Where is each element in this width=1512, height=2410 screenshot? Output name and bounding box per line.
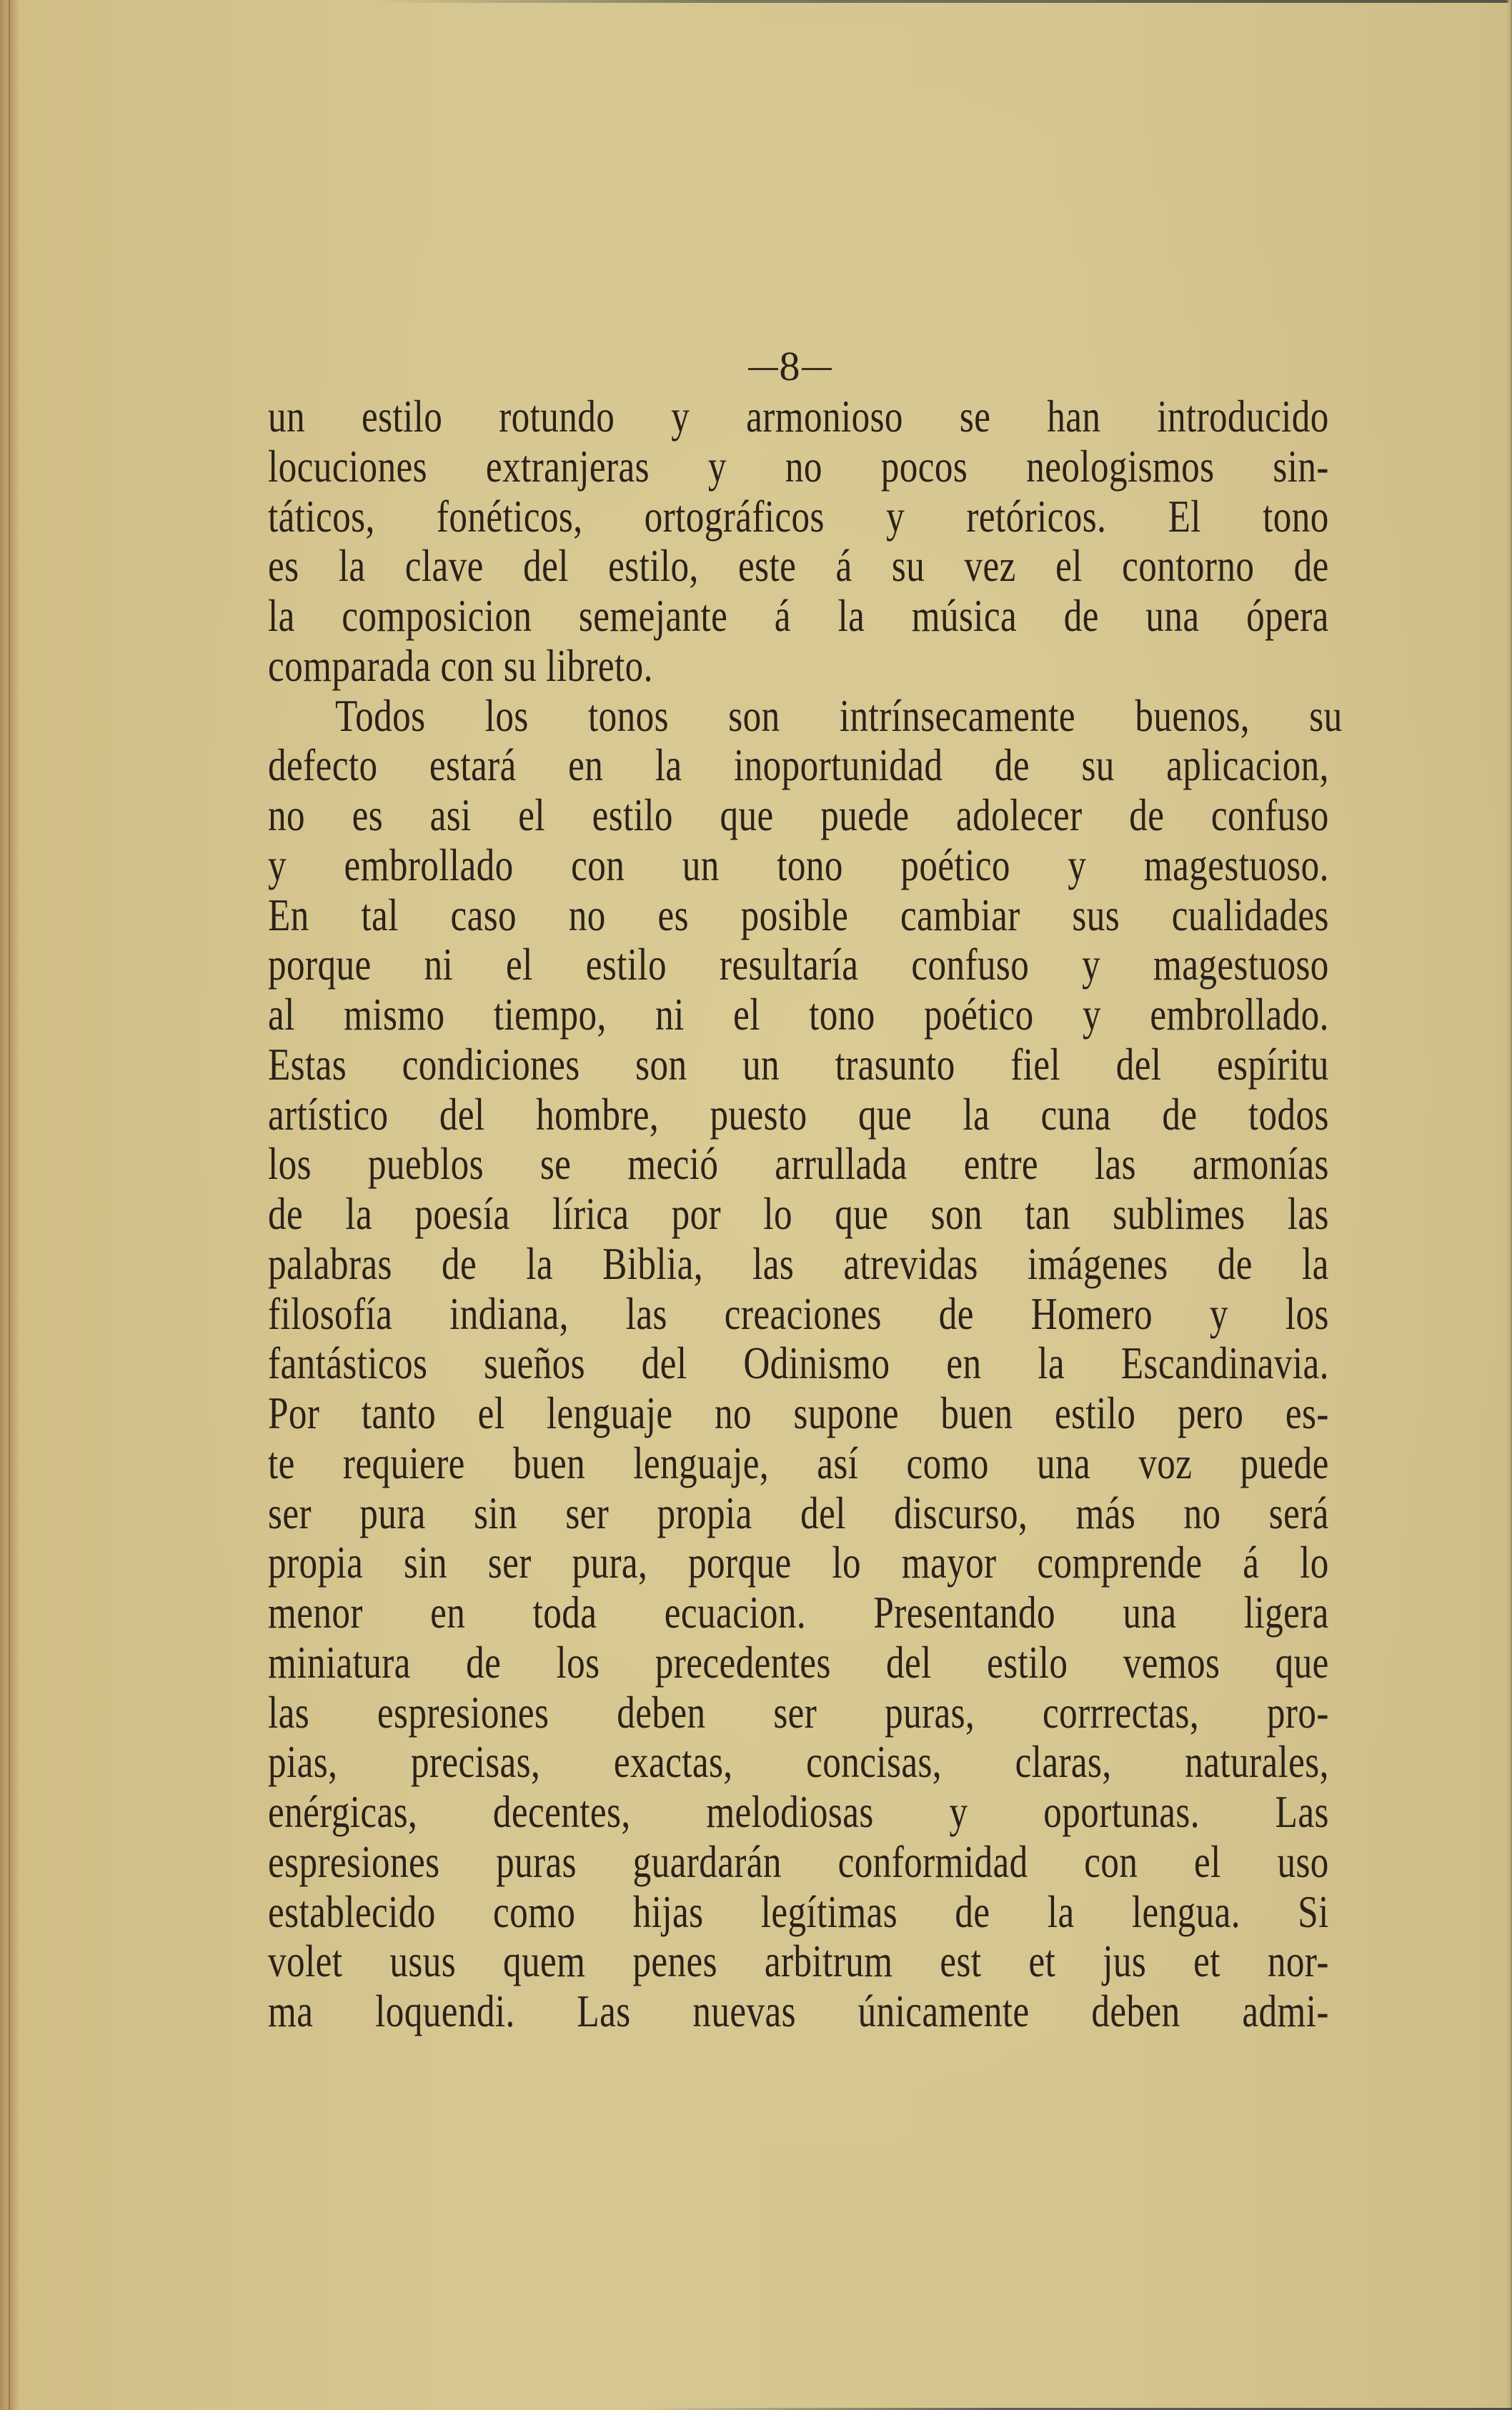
text-line [268, 1090, 1329, 1140]
text-line-content: Estas condiciones son un trasunto fiel del espíritu [268, 1038, 1329, 1090]
text-line-content: ma loquendi. Las nuevas únicamente deben admi- [268, 1986, 1329, 2036]
text-line-content: comparada con su libreto. [268, 639, 653, 691]
page-number-dash-left [748, 368, 778, 370]
text-line-content: palabras de la Biblia, las atrevidas imágenes de la [268, 1238, 1329, 1289]
text-line-content: las espresiones deben ser puras, corrrectas, pro- [268, 1686, 1329, 1738]
text-line-content: artístico del hombre, puesto que la cuna de todos [268, 1088, 1329, 1140]
text-line [268, 790, 1329, 840]
text-line-content: fantásticos sueños del Odinismo en la Escandinavia. [268, 1338, 1329, 1389]
text-line [268, 740, 1329, 790]
text-line-content: filosofía indiana, las creaciones de Homero y los [268, 1288, 1329, 1339]
text-line [268, 1986, 1329, 2036]
text-line [268, 1338, 1329, 1388]
text-line-content: espresiones puras guardarán conformidad con el uso [268, 1836, 1329, 1887]
text-line [268, 442, 1329, 492]
text-line [268, 1837, 1329, 1887]
text-line [268, 1787, 1329, 1837]
text-column [268, 391, 1343, 2036]
text-line-content: porque ni el estilo resultaría confuso y magestuoso [268, 939, 1329, 990]
text-line [268, 1388, 1329, 1438]
text-line-content: la composicion semejante á la música de una ópera [268, 590, 1329, 641]
text-line [268, 940, 1329, 990]
text-line [268, 840, 1329, 890]
text-line [268, 1239, 1329, 1289]
text-line [268, 1936, 1329, 1986]
text-line [268, 890, 1329, 940]
text-line-content: de la poesía lírica por lo que son tan sublimes las [268, 1188, 1329, 1239]
text-line-content: defecto estará en la inoportunidad de su aplicacion, [268, 740, 1329, 791]
text-line-content: Por tanto el lenguaje no supone buen estilo pero es- [268, 1388, 1329, 1438]
text-line-content: no es asi el estilo que puede adolecer de confuso [268, 790, 1329, 840]
page-number [736, 342, 843, 392]
text-line [268, 392, 1329, 442]
text-line [268, 1638, 1329, 1688]
text-line-content: menor en toda ecuacion. Presentando una ligera [268, 1587, 1329, 1638]
text-line-content: ser pura sin ser propia del discurso, más no será [268, 1487, 1329, 1538]
text-line [268, 591, 1329, 641]
text-line [268, 1588, 1329, 1638]
text-line-content: Todos los tonos son intrínsecamente buenos, su [335, 689, 1343, 741]
text-line [268, 1040, 1329, 1090]
text-line-content: En tal caso no es posible cambiar sus cualidades [268, 889, 1329, 940]
text-line-content: propia sin ser pura, porque lo mayor comprende á lo [268, 1537, 1329, 1588]
text-line [268, 1289, 1329, 1339]
text-line-content: establecido como hijas legítimas de la lengua. Si [268, 1886, 1329, 1937]
page-number-dash-right [802, 368, 832, 370]
text-line-paragraph-start [268, 689, 1343, 741]
text-line [268, 1139, 1329, 1189]
text-line [268, 1189, 1329, 1239]
text-line [268, 1737, 1329, 1787]
page-top-edge [372, 0, 1512, 3]
page-right-edge [1506, 0, 1512, 2410]
text-line-content: los pueblos se meció arrullada entre las armonías [268, 1138, 1329, 1190]
text-line-content: volet usus quem penes arbitrum est et jus et nor- [268, 1936, 1329, 1987]
text-line-content: táticos, fonéticos, ortográficos y retóricos. El tono [268, 490, 1329, 542]
text-line-content: un estilo rotundo y armonioso se han introducido [268, 391, 1329, 442]
text-line [268, 990, 1329, 1040]
text-line [268, 1538, 1329, 1588]
text-line-content: enérgicas, decentes, melodiosas y oportunas. Las [268, 1786, 1329, 1837]
text-line-content: al mismo tiempo, ni el tono poético y embrollado. [268, 989, 1329, 1040]
text-line-content: es la clave del estilo, este á su vez el contorno de [268, 540, 1329, 592]
text-line [268, 541, 1329, 591]
text-line-content: te requiere buen lenguaje, así como una voz puede [268, 1437, 1329, 1488]
text-line [268, 1438, 1329, 1488]
text-line [268, 1887, 1329, 1937]
binding-edge [0, 0, 19, 2410]
page-number-value: 8 [779, 343, 800, 389]
text-line-paragraph-end [268, 641, 1329, 691]
text-line [268, 1688, 1329, 1738]
text-line-content: miniatura de los precedentes del estilo vemos que [268, 1636, 1329, 1688]
text-line-content: y embrollado con un tono poético y magestuoso. [268, 839, 1329, 890]
text-line-content: pias, precisas, exactas, concisas, claras, naturales, [268, 1736, 1329, 1788]
text-line-content: locuciones extranjeras y no pocos neologismos sin- [268, 440, 1329, 492]
text-line [268, 1488, 1329, 1538]
text-line [268, 492, 1329, 542]
